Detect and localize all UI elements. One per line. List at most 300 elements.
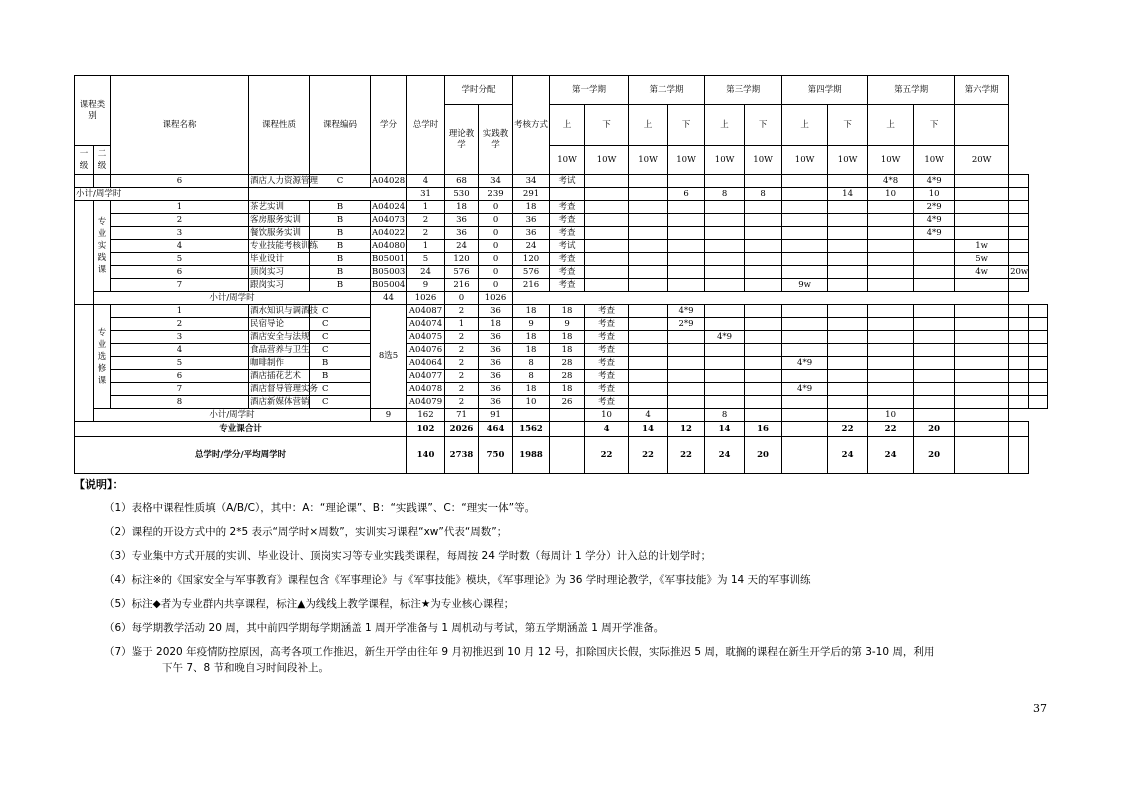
table-cell: 36 <box>513 214 550 227</box>
table-cell <box>745 396 782 409</box>
note-item: （2）课程的开设方式中的 2*5 表示“周学时×周数”，实训实习课程“xw”代表“周数”； <box>104 526 508 538</box>
table-cell <box>1009 370 1028 383</box>
table-cell <box>585 227 629 240</box>
table-cell <box>668 201 705 214</box>
table-cell: 考查 <box>550 201 585 214</box>
table-cell <box>705 357 745 370</box>
table-cell: 120 <box>513 253 550 266</box>
table-cell: 考查 <box>550 227 585 240</box>
table-cell: 18 <box>445 201 479 214</box>
table-cell: 专业技能考核训练 <box>250 240 319 251</box>
header-half: 上 <box>782 105 828 146</box>
table-cell <box>550 437 585 474</box>
table-cell: 考查 <box>550 279 585 292</box>
table-cell <box>1009 214 1028 227</box>
nature-cell: C <box>310 318 371 331</box>
table-cell: 22 <box>629 437 668 474</box>
table-cell <box>914 240 955 253</box>
table-cell <box>1009 344 1028 357</box>
table-cell: 22 <box>668 437 705 474</box>
grand-total-row <box>75 437 1048 474</box>
table-cell: 考查 <box>585 383 629 396</box>
table-row <box>75 331 1048 344</box>
table-row <box>75 266 1048 279</box>
subtotal-label: 小计/周学时 <box>94 409 371 422</box>
table-cell <box>585 279 629 292</box>
table-cell <box>782 201 828 214</box>
header-weeks: 10W <box>629 146 668 175</box>
table-cell: 1562 <box>513 422 550 437</box>
table-cell: A04073 <box>372 214 406 225</box>
table-cell: 6 <box>111 266 249 279</box>
table-cell: 2 <box>111 214 249 227</box>
table-cell: 36 <box>479 305 513 318</box>
table-cell: 2 <box>445 357 479 370</box>
table-cell: 1 <box>111 305 249 318</box>
table-cell: 24 <box>705 437 745 474</box>
table-cell: 20w <box>1010 266 1029 277</box>
table-cell: 4*9 <box>914 175 955 188</box>
header-half: 下 <box>914 105 955 146</box>
table-cell <box>513 409 550 422</box>
table-cell <box>745 331 782 344</box>
table-cell <box>955 370 1009 383</box>
table-cell: 8 <box>513 357 550 370</box>
table-cell: 8 <box>745 188 782 201</box>
table-cell <box>868 318 914 331</box>
table-cell: 0 <box>479 227 513 240</box>
table-cell <box>955 344 1009 357</box>
table-cell <box>955 175 1009 188</box>
table-cell: 4*9 <box>782 383 828 396</box>
table-cell: 考查 <box>585 370 629 383</box>
table-cell <box>1028 383 1047 396</box>
table-cell <box>668 383 705 396</box>
table-cell <box>955 422 1009 437</box>
table-cell <box>745 318 782 331</box>
group-cell-empty <box>75 175 94 188</box>
table-cell: 3 <box>111 227 249 240</box>
table-cell <box>782 253 828 266</box>
table-cell: 10 <box>513 396 550 409</box>
table-cell: 576 <box>513 266 550 279</box>
table-cell: 102 <box>407 422 445 437</box>
table-cell: 餐饮服务实训 <box>249 227 310 240</box>
table-cell <box>868 383 914 396</box>
table-cell: 4 <box>111 240 249 253</box>
table-cell <box>1009 437 1028 474</box>
nature-cell: C <box>310 383 371 396</box>
table-cell: 24 <box>868 437 914 474</box>
table-cell: B <box>310 201 371 214</box>
header-half: 上 <box>705 105 745 146</box>
table-row <box>75 227 1048 240</box>
table-cell: 18 <box>550 344 585 357</box>
header-code: 课程编码 <box>310 76 371 175</box>
table-row <box>75 383 1048 396</box>
table-cell <box>955 227 1009 240</box>
table-cell: 8 <box>705 409 745 422</box>
header-weeks: 10W <box>585 146 629 175</box>
table-cell <box>705 279 745 292</box>
table-cell: 36 <box>513 227 550 240</box>
table-cell <box>868 227 914 240</box>
table-cell: 22 <box>585 437 629 474</box>
nature-cell: C <box>310 305 371 318</box>
table-cell <box>782 396 828 409</box>
table-cell: A04078 <box>407 383 445 396</box>
table-cell <box>955 214 1009 227</box>
table-row <box>75 357 1048 370</box>
table-cell: 1 <box>445 318 479 331</box>
header-half: 下 <box>585 105 629 146</box>
table-cell <box>782 240 828 253</box>
table-cell <box>914 253 955 266</box>
table-cell: 71 <box>445 409 479 422</box>
subtotal-label: 小计/周学时 <box>94 292 371 305</box>
table-cell: 6 <box>111 175 249 188</box>
table-cell <box>629 188 668 201</box>
table-cell <box>585 266 629 279</box>
table-cell: 酒水知识与调酒技 <box>250 305 319 316</box>
table-cell: 考查 <box>585 331 629 344</box>
table-cell: 120 <box>445 253 479 266</box>
table-cell: 18 <box>513 331 550 344</box>
table-cell: 0 <box>479 279 513 292</box>
table-cell: A04024 <box>372 201 406 212</box>
table-cell: 考查 <box>585 344 629 357</box>
table-row <box>75 396 1048 409</box>
table-cell <box>782 214 828 227</box>
table-cell: 顶岗实习 <box>249 266 310 279</box>
table-cell <box>668 331 705 344</box>
table-cell <box>955 318 1009 331</box>
table-cell <box>914 409 955 422</box>
curriculum-table-container <box>74 75 1048 474</box>
table-cell: 2 <box>445 383 479 396</box>
table-cell: 2026 <box>445 422 479 437</box>
table-cell: A04064 <box>407 357 445 370</box>
curriculum-table <box>74 75 1048 474</box>
table-cell: 28 <box>550 370 585 383</box>
table-cell <box>914 383 955 396</box>
table-cell <box>668 266 705 279</box>
table-cell: 1 <box>111 201 249 214</box>
table-cell <box>629 253 668 266</box>
table-cell: 14 <box>828 188 868 201</box>
table-cell <box>868 305 914 318</box>
table-cell <box>705 266 745 279</box>
table-cell <box>955 331 1009 344</box>
table-cell: 18 <box>479 318 513 331</box>
group-cell-empty <box>75 201 94 305</box>
table-cell: 9 <box>407 279 445 292</box>
table-cell <box>1009 279 1028 292</box>
table-cell: 考查 <box>585 357 629 370</box>
table-row <box>75 253 1048 266</box>
header-theory: 理论教学 <box>445 105 479 175</box>
table-cell <box>828 279 868 292</box>
table-cell: 16 <box>745 422 782 437</box>
table-cell: 18 <box>550 331 585 344</box>
table-cell: 10 <box>585 409 629 422</box>
note-item: （3）专业集中方式开展的实训、毕业设计、顶岗实习等专业实践类课程，每周按 24 学时数（每周计 1 学分）计入总的计划学时； <box>104 550 712 562</box>
table-cell: 20 <box>745 437 782 474</box>
table-cell: 10 <box>868 188 914 201</box>
table-cell <box>1028 357 1047 370</box>
header-weeks: 10W <box>828 146 868 175</box>
table-cell <box>782 344 828 357</box>
table-cell <box>955 188 1009 201</box>
table-cell: 茶艺实训 <box>249 201 310 214</box>
table-cell <box>745 253 782 266</box>
table-cell: 4 <box>407 175 445 188</box>
table-cell: 91 <box>479 409 513 422</box>
table-cell: A04075 <box>407 331 445 344</box>
header-level-2: 二级 <box>94 146 111 175</box>
table-cell: 464 <box>479 422 513 437</box>
table-row <box>75 305 1048 318</box>
table-cell: 5 <box>111 357 249 370</box>
table-cell: 31 <box>407 188 445 201</box>
table-cell <box>1028 318 1047 331</box>
table-cell <box>629 175 668 188</box>
table-cell: 2 <box>407 227 445 240</box>
table-cell <box>745 409 782 422</box>
notes-heading: 【说明】： <box>74 478 124 491</box>
table-cell <box>1009 318 1028 331</box>
table-cell <box>705 318 745 331</box>
header-credit: 学分 <box>371 76 407 175</box>
table-cell: 36 <box>479 396 513 409</box>
note-item-7 <box>104 644 1054 676</box>
table-cell: 140 <box>407 437 445 474</box>
table-cell <box>914 305 955 318</box>
table-cell <box>629 344 668 357</box>
table-cell: 8 <box>705 188 745 201</box>
table-cell: B <box>310 266 371 279</box>
table-cell: B <box>310 253 371 266</box>
header-half: 上 <box>868 105 914 146</box>
group-label-elective: 专业选修课 <box>94 305 111 409</box>
table-cell <box>629 357 668 370</box>
table-cell: 0 <box>479 266 513 279</box>
table-cell <box>868 253 914 266</box>
table-cell: 酒店人力资源管理 <box>250 175 319 186</box>
table-cell: 1026 <box>479 292 513 305</box>
header-semester-4: 第四学期 <box>782 76 868 105</box>
table-cell: B <box>310 227 371 240</box>
table-cell: 0 <box>479 240 513 253</box>
table-row <box>75 175 1048 188</box>
table-cell: A04080 <box>372 240 406 251</box>
table-cell: 酒店新媒体营销 <box>250 396 310 407</box>
table-cell <box>1009 383 1028 396</box>
table-cell: A04076 <box>407 344 445 357</box>
table-cell <box>955 357 1009 370</box>
table-cell <box>782 305 828 318</box>
table-cell: 酒店安全与法规 <box>250 331 310 342</box>
table-cell: 1988 <box>513 437 550 474</box>
table-cell: 14 <box>629 422 668 437</box>
table-cell: C <box>310 175 371 188</box>
table-cell <box>585 240 629 253</box>
table-cell: 6 <box>668 188 705 201</box>
table-cell <box>585 214 629 227</box>
table-cell: 8 <box>513 370 550 383</box>
table-cell: 36 <box>479 331 513 344</box>
header-half: 上 <box>550 105 585 146</box>
subtotal-row <box>75 409 1048 422</box>
note-item: （1）表格中课程性质填（A/B/C），其中：A：“理论课”、B：“实践课”、C：“理实一体”等。 <box>104 502 536 514</box>
table-cell <box>585 175 629 188</box>
table-cell <box>668 253 705 266</box>
group-cell-empty <box>75 305 94 422</box>
table-cell: 10 <box>914 188 955 201</box>
table-cell <box>668 370 705 383</box>
nature-cell: C <box>310 396 371 409</box>
table-cell: 2*9 <box>668 318 705 331</box>
table-cell: B05004 <box>372 279 406 290</box>
table-cell: 4*9 <box>668 305 705 318</box>
table-cell <box>955 201 1009 214</box>
table-cell: 18 <box>513 201 550 214</box>
table-cell: 24 <box>407 266 445 279</box>
table-cell <box>705 227 745 240</box>
table-cell: 2 <box>445 396 479 409</box>
table-cell: A04077 <box>407 370 445 383</box>
table-cell <box>914 396 955 409</box>
table-cell <box>955 305 1009 318</box>
table-cell: 216 <box>445 279 479 292</box>
table-cell: 26 <box>550 396 585 409</box>
table-cell: 18 <box>513 344 550 357</box>
table-cell: 8 <box>111 396 249 409</box>
header-semester-5: 第五学期 <box>868 76 955 105</box>
table-cell <box>550 409 585 422</box>
table-cell: 7 <box>111 279 249 292</box>
table-cell: 4 <box>111 344 249 357</box>
table-cell: 毕业设计 <box>249 253 310 266</box>
table-cell <box>1028 344 1047 357</box>
page-number: 37 <box>1033 702 1047 715</box>
table-cell: 9 <box>371 409 407 422</box>
table-cell <box>705 240 745 253</box>
table-cell: 2 <box>445 344 479 357</box>
subtotal-label: 小计/周学时 <box>75 188 249 201</box>
nature-cell: C <box>310 344 371 357</box>
table-cell <box>868 396 914 409</box>
header-practice: 实践教学 <box>479 105 513 175</box>
table-row <box>75 344 1048 357</box>
table-cell <box>868 357 914 370</box>
table-cell <box>828 227 868 240</box>
table-cell <box>585 188 629 201</box>
table-cell <box>668 240 705 253</box>
table-cell: 2 <box>445 370 479 383</box>
table-cell: 24 <box>828 437 868 474</box>
table-cell <box>585 253 629 266</box>
table-cell: 酒店督导管理实务 <box>250 383 319 394</box>
header-course-name: 课程名称 <box>111 76 249 175</box>
table-cell <box>914 266 955 279</box>
table-cell <box>868 201 914 214</box>
table-cell: 34 <box>513 175 550 188</box>
table-cell <box>828 357 868 370</box>
table-cell <box>745 201 782 214</box>
table-cell <box>914 279 955 292</box>
table-cell: A04028 <box>372 175 406 186</box>
table-cell <box>828 253 868 266</box>
header-weeks: 10W <box>705 146 745 175</box>
table-cell <box>1009 175 1028 188</box>
table-cell <box>782 175 828 188</box>
table-cell <box>828 240 868 253</box>
table-cell <box>629 214 668 227</box>
table-cell <box>629 383 668 396</box>
table-cell: A04079 <box>407 396 445 409</box>
table-cell <box>745 344 782 357</box>
table-cell <box>1009 201 1028 214</box>
table-cell <box>668 175 705 188</box>
table-cell <box>782 318 828 331</box>
table-cell: 10 <box>868 409 914 422</box>
header-exam-method: 考核方式 <box>513 76 550 175</box>
table-cell <box>1009 331 1028 344</box>
nature-cell: C <box>310 331 371 344</box>
table-cell: 44 <box>371 292 407 305</box>
table-cell <box>868 344 914 357</box>
table-cell: A04087 <box>407 305 445 318</box>
table-cell <box>668 214 705 227</box>
table-cell: 576 <box>445 266 479 279</box>
header-level-1: 一级 <box>75 146 94 175</box>
table-cell: 2 <box>445 331 479 344</box>
table-cell: B05003 <box>372 266 406 277</box>
table-cell: 34 <box>479 175 513 188</box>
table-cell: 530 <box>445 188 479 201</box>
table-cell <box>668 357 705 370</box>
table-cell: 22 <box>868 422 914 437</box>
table-cell: B <box>310 240 371 253</box>
table-cell <box>629 279 668 292</box>
table-cell: 4 <box>585 422 629 437</box>
table-cell <box>868 279 914 292</box>
table-cell <box>828 201 868 214</box>
table-cell <box>955 279 1009 292</box>
table-cell <box>828 409 868 422</box>
table-cell: 酒店插花艺术 <box>249 370 310 383</box>
note-item-7-line2: 下午 7、8 节和晚自习时间段补上。 <box>162 662 330 674</box>
header-semester-3: 第三学期 <box>705 76 782 105</box>
table-cell: 考试 <box>550 240 585 253</box>
table-cell: B05001 <box>372 253 406 264</box>
table-cell: 5 <box>111 253 249 266</box>
table-cell <box>868 266 914 279</box>
table-cell <box>828 396 868 409</box>
table-cell <box>782 409 828 422</box>
level2-cell-empty <box>94 175 111 188</box>
table-cell: 3 <box>111 331 249 344</box>
table-cell <box>828 331 868 344</box>
table-cell <box>828 175 868 188</box>
table-row <box>75 214 1048 227</box>
table-cell <box>668 344 705 357</box>
table-cell <box>1009 422 1028 437</box>
table-cell: 20 <box>914 422 955 437</box>
table-cell <box>868 370 914 383</box>
table-cell: 36 <box>445 214 479 227</box>
